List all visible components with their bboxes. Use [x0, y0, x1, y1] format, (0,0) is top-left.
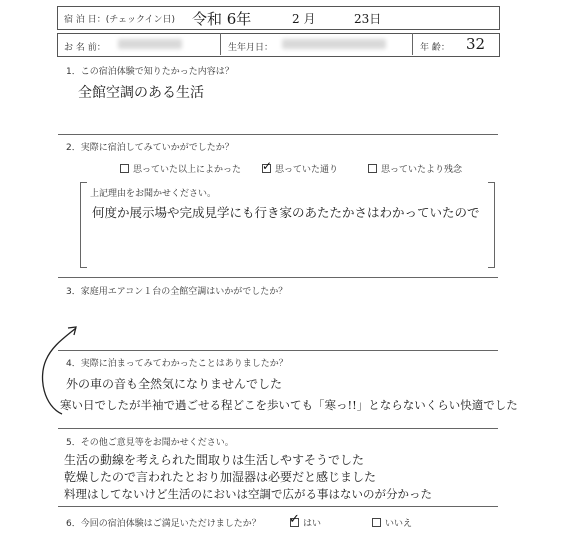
q4-answer-line-1: 外の車の音も全然気になりませんでした	[66, 377, 283, 391]
q2-option-2-check-mark: ✓	[262, 159, 273, 173]
name-redacted	[118, 39, 182, 49]
q2-option-2-label: 思っていた通り	[275, 165, 339, 175]
header-divider-birthdate	[220, 33, 221, 55]
q2-option-1	[120, 162, 241, 175]
q1-question: 1．この宿泊体験で知りたかった内容は？	[66, 67, 234, 77]
q6-question: 6．今回の宿泊体験はご満足いただけましたか？	[66, 519, 261, 529]
stay-date-era: 令和 6年	[192, 10, 252, 28]
age-label: 年 齢：	[420, 43, 450, 53]
age-value: 32	[466, 35, 486, 53]
handwritten-arrow	[36, 318, 86, 418]
q2-option-3	[368, 162, 462, 175]
q1-answer: 全館空調のある生活	[78, 85, 204, 101]
q2-option-2	[262, 159, 339, 175]
reason-bracket-left	[80, 182, 87, 268]
q6-option-yes-check-mark: ✓	[289, 512, 300, 527]
q5-answer-line-2: 乾燥したので言われたとおり加湿器は必要だと感じました	[64, 470, 377, 484]
q6-option-yes-label: はい	[303, 519, 322, 529]
q5-answer-line-3: 料理はしてないけど生活のにおいは空調で広がる事はないのが分かった	[64, 487, 432, 501]
q4-question: 4．実際に泊まってみてわかったことはありましたか？	[66, 359, 288, 369]
reason-bracket-right	[488, 182, 495, 268]
divider-1	[58, 134, 498, 135]
q6-option-yes	[289, 512, 322, 529]
q2-reason-answer: 何度か展示場や完成見学にも行き家のあたたかさはわかっていたので	[92, 205, 480, 220]
q6-option-no-label: いいえ	[385, 519, 413, 529]
q3-question: 3．家庭用エアコン１台の全館空調はいかがでしたか？	[66, 287, 288, 297]
birthdate-label: 生年月日：	[228, 43, 274, 53]
divider-2	[58, 277, 498, 278]
name-label: お 名 前：	[64, 43, 106, 53]
divider-5	[58, 506, 498, 507]
header-divider-age	[412, 33, 413, 55]
q2-option-2-checkbox[interactable]	[262, 159, 273, 173]
q2-option-1-label: 思っていた以上によかった	[133, 165, 242, 175]
stay-date-label: 宿 泊 日：(チェックイン日)	[64, 15, 176, 25]
q6-option-no	[372, 516, 412, 529]
q2-option-3-label: 思っていたより残念	[381, 165, 463, 175]
birthdate-redacted	[282, 39, 386, 49]
q5-answer-line-1: 生活の動線を考えられた間取りは生活しやすそうでした	[64, 453, 365, 467]
stay-date-month: 2 月	[292, 12, 316, 26]
divider-4	[58, 428, 498, 429]
q2-option-3-checkbox[interactable]	[368, 164, 377, 173]
q4-answer-line-2: 寒い日でしたが半袖で過ごせる程どこを歩いても「寒っ!!」とならないくらい快適でした	[60, 398, 518, 412]
stay-date-day: 23日	[354, 12, 382, 26]
q5-question: 5．その他ご意見等をお聞かせください。	[66, 438, 234, 448]
divider-3	[58, 350, 498, 351]
q2-option-1-checkbox[interactable]	[120, 164, 129, 173]
q2-question: 2．実際に宿泊してみていかがでしたか？	[66, 143, 234, 153]
q6-option-no-checkbox[interactable]	[372, 518, 381, 527]
q6-option-yes-checkbox[interactable]	[289, 512, 300, 527]
q2-reason-label: 上記理由をお聞かせください。	[90, 189, 217, 199]
